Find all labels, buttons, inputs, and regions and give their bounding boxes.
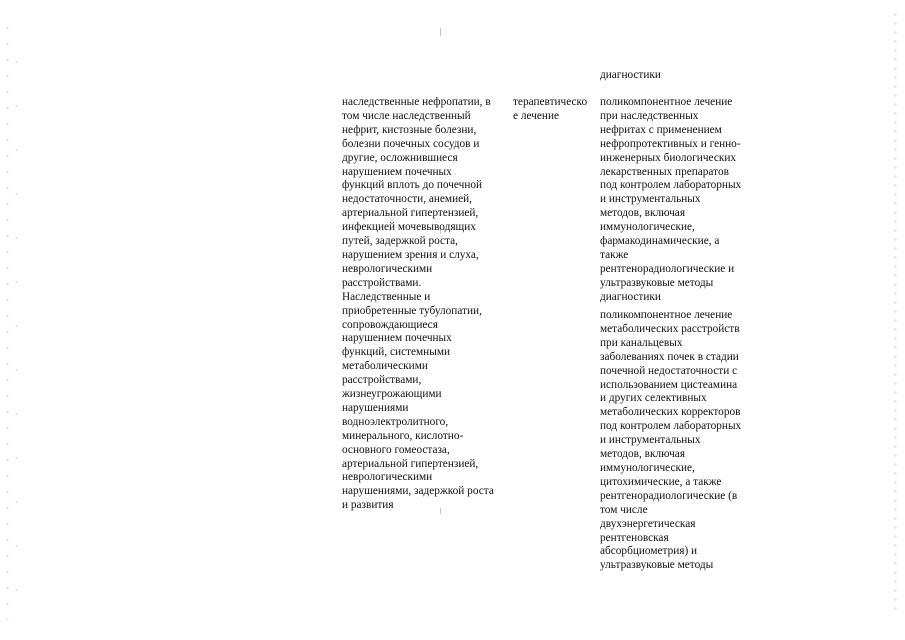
cell-treatment-type: терапевтическо е лечение — [513, 96, 588, 122]
cell-diseases: наследственные нефропатии, в том числе наследственный нефрит, кистозные болезни, болезни почечных сосудов и другие, осложнившиеся нарушением почечных функций вплоть до почечной недостаточности, анемией, артериальной гипертензией, инфекцией мочевыводящих путей, задержкой роста, нарушением зрения и слуха, неврологическими расстройствами. Наследственные и приобретенные тубулопатии, сопровождающиеся нарушением почечных функций, системными метаболическими расстройствами, жизнеугрожающими нарушениями водноэлектролитного, минерального, кислотно- основного гомеостаза, артериальной гипертензией, неврологическими нарушениями, задержкой роста и развития — [342, 96, 494, 512]
scan-noise-left — [6, 20, 9, 620]
cell-method-1: поликомпонентное лечение при наследственных нефритах с применением нефропротективных и генно- инженерных биологических лекарственных препаратов под контролем лабораторных и инструментальных методов, включая иммунологические, фармакодинамические, а также рентгенорадиологические и ультразвуковые методы диагностики — [600, 96, 742, 303]
cell-method-2: поликомпонентное лечение метаболических расстройств при канальцевых заболеваниях почек в стадии почечной недостаточности с использованием цистеамина и других селективных метаболических корректоров под контролем лабораторных и инструментальных методов, включая иммунологические, цитохимические, а также рентгенорадиологические (в том числе двухэнергетическая рентгеновская абсорбциометрия) и ультразвуковые методы — [600, 309, 742, 572]
scan-mark — [440, 28, 441, 36]
scan-noise-right — [894, 10, 897, 610]
scan-noise-left-inner — [15, 40, 18, 600]
previous-cell-tail: диагностики — [600, 69, 661, 81]
